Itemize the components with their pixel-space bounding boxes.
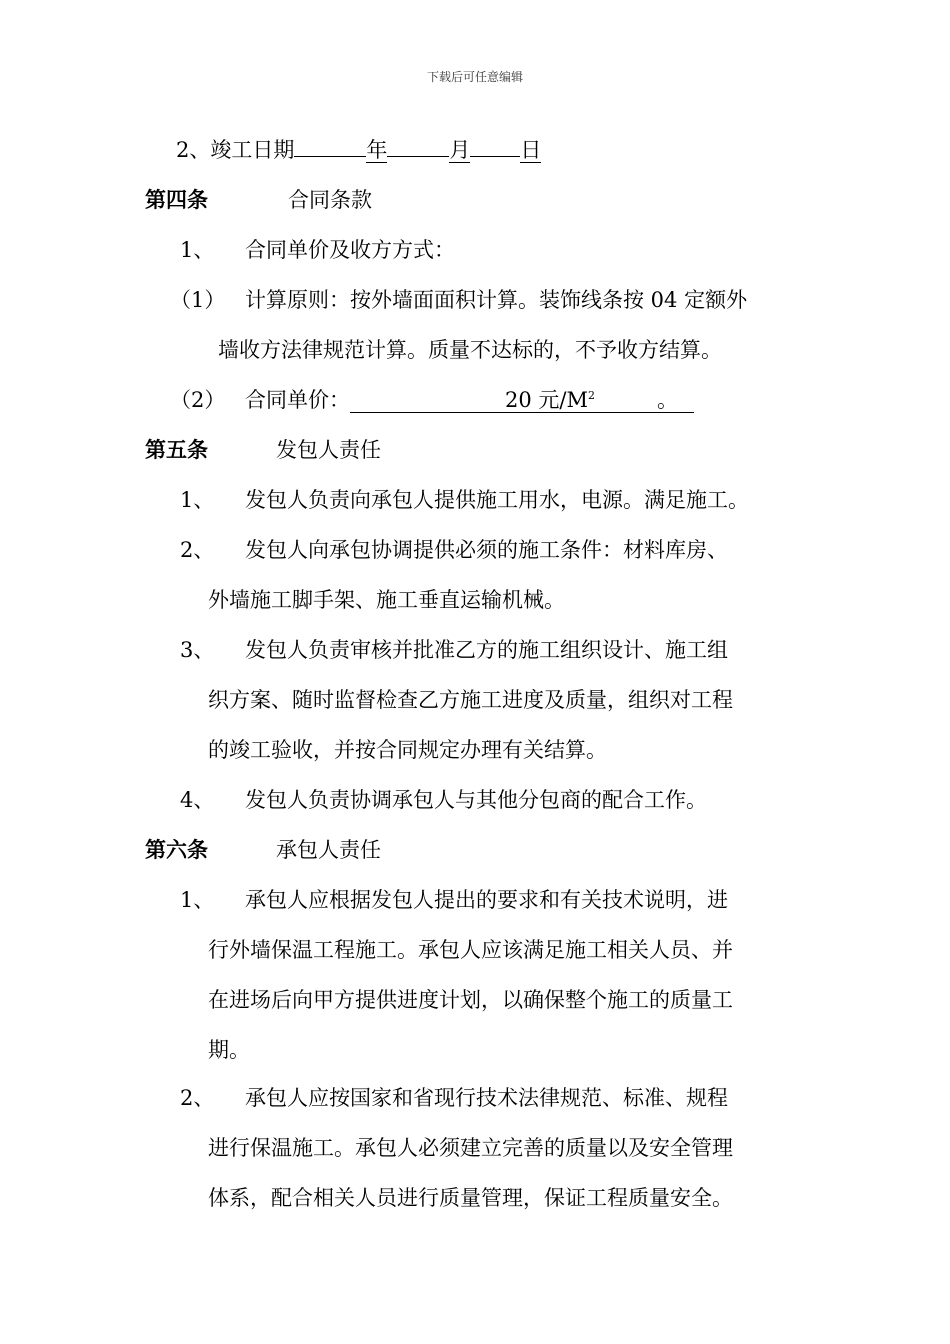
article-5-item-1-marker: 1、 xyxy=(180,488,215,512)
article-5-item-3-line-2: 织方案、随时监督检查乙方施工进度及质量，组织对工程 xyxy=(208,688,733,712)
day-blank xyxy=(470,156,520,157)
article-4-item-1-text: 合同单价及收方方式： xyxy=(245,238,455,262)
article-4-sub-1-line-1: 计算原则：按外墙面面积计算。装饰线条按 04 定额外 xyxy=(245,288,748,312)
month-label: 月 xyxy=(449,138,471,162)
article-5-item-3-line-1: 发包人负责审核并批准乙方的施工组织设计、施工组 xyxy=(245,638,728,662)
article-4-sub-1-line-2: 墙收方法律规范计算。质量不达标的，不予收方结算。 xyxy=(218,338,722,362)
article-4-name: 合同条款 xyxy=(288,188,372,212)
contract-unit-price-label: 合同单价： xyxy=(245,388,350,412)
article-6-name: 承包人责任 xyxy=(276,838,381,862)
month-blank xyxy=(387,156,449,157)
day-label: 日 xyxy=(520,138,542,162)
article-5-item-4-line-1: 发包人负责协调承包人与其他分包商的配合工作。 xyxy=(245,788,707,812)
page-header: 下载后可任意编辑 xyxy=(426,70,523,84)
unit-superscript: 2 xyxy=(587,389,595,402)
article-5-item-1-line-1: 发包人负责向承包人提供施工用水，电源。满足施工。 xyxy=(245,488,749,512)
contract-unit-price-end: 。 xyxy=(657,388,694,413)
article-5-item-3-marker: 3、 xyxy=(180,638,215,662)
article-5-item-4-marker: 4、 xyxy=(180,788,215,812)
article-5-name: 发包人责任 xyxy=(276,438,381,462)
article-6-item-2-line-3: 体系，配合相关人员进行质量管理，保证工程质量安全。 xyxy=(208,1186,733,1210)
article-6-item-1-marker: 1、 xyxy=(180,888,215,912)
article-6-item-2-line-1: 承包人应按国家和省现行技术法律规范、标准、规程 xyxy=(245,1086,728,1110)
article-5-item-2-marker: 2、 xyxy=(180,538,215,562)
completion-date-label: 2、竣工日期 xyxy=(176,138,295,162)
article-4-title: 第四条 xyxy=(145,187,208,212)
article-5-item-2-line-2: 外墙施工脚手架、施工垂直运输机械。 xyxy=(208,588,565,612)
contract-unit-price-field xyxy=(350,388,657,413)
completion-date-line xyxy=(176,136,541,164)
year-blank xyxy=(294,156,366,157)
article-4-item-1-marker: 1、 xyxy=(180,238,215,262)
contract-unit-price-value: 20 元/M xyxy=(505,388,588,412)
article-5-item-2-line-1: 发包人向承包协调提供必须的施工条件：材料库房、 xyxy=(245,538,728,562)
article-6-title: 第六条 xyxy=(145,837,208,862)
article-4-sub-2-marker: （2） xyxy=(170,388,226,412)
article-5-title: 第五条 xyxy=(145,437,208,462)
article-6-item-2-line-2: 进行保温施工。承包人必须建立完善的质量以及安全管理 xyxy=(208,1136,733,1160)
article-6-item-1-line-1: 承包人应根据发包人提出的要求和有关技术说明，进 xyxy=(245,888,728,912)
article-6-item-1-line-3: 在进场后向甲方提供进度计划，以确保整个施工的质量工 xyxy=(208,988,733,1012)
article-5-item-3-line-3: 的竣工验收，并按合同规定办理有关结算。 xyxy=(208,738,607,762)
year-label: 年 xyxy=(366,138,388,162)
article-6-item-2-marker: 2、 xyxy=(180,1086,215,1110)
article-6-item-1-line-2: 行外墙保温工程施工。承包人应该满足施工相关人员、并 xyxy=(208,938,733,962)
contract-unit-price-line xyxy=(245,386,694,414)
article-4-sub-1-marker: （1） xyxy=(170,288,226,312)
article-6-item-1-line-4: 期。 xyxy=(208,1038,250,1062)
